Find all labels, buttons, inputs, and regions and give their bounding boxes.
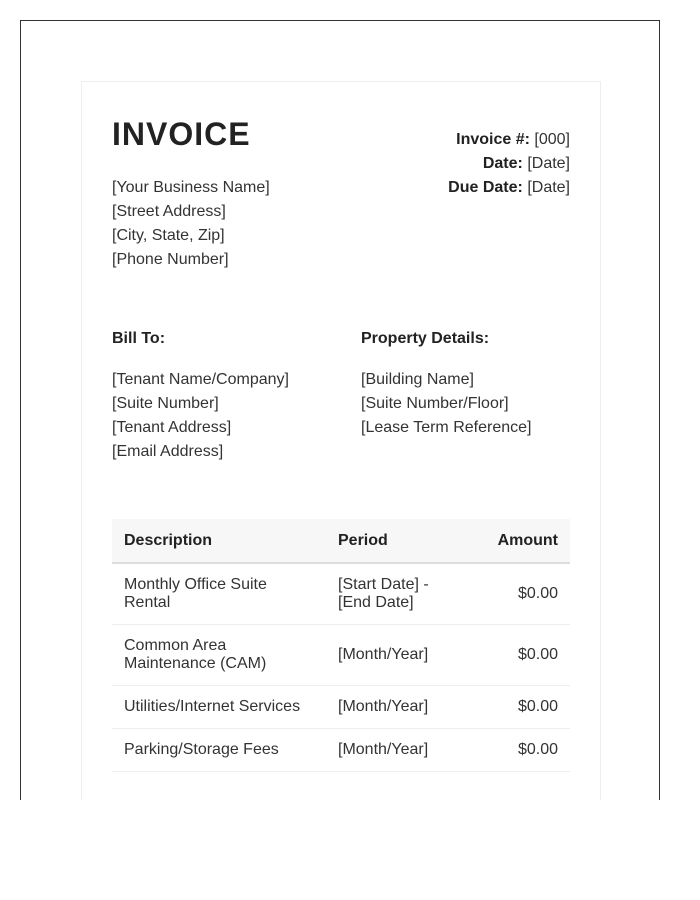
invoice-number-label: Invoice #: — [456, 131, 530, 148]
row-period: [Start Date] - [End Date] — [326, 563, 468, 625]
due-date-line — [448, 176, 570, 200]
row-amount: $0.00 — [468, 563, 570, 625]
business-name: [Your Business Name] — [112, 179, 270, 196]
tenant-name: [Tenant Name/Company] — [112, 371, 289, 388]
row-period: [Month/Year] — [326, 686, 468, 729]
table-row — [112, 563, 570, 625]
invoice-title: INVOICE — [112, 116, 251, 152]
invoice-number-line — [448, 128, 570, 152]
invoice-meta — [448, 128, 570, 200]
table-header-row — [112, 519, 570, 563]
tenant-suite: [Suite Number] — [112, 395, 219, 412]
amount-header: Amount — [468, 519, 570, 563]
row-description: Utilities/Internet Services — [112, 686, 326, 729]
table-row — [112, 686, 570, 729]
business-phone: [Phone Number] — [112, 251, 229, 268]
due-date-label: Due Date: — [448, 179, 523, 196]
suite-floor: [Suite Number/Floor] — [361, 395, 509, 412]
row-period: [Month/Year] — [326, 729, 468, 772]
invoice-number-value: [000] — [534, 131, 570, 148]
table-row — [112, 729, 570, 772]
row-description: Parking/Storage Fees — [112, 729, 326, 772]
row-period: [Month/Year] — [326, 625, 468, 686]
description-header: Description — [112, 519, 326, 563]
tenant-address: [Tenant Address] — [112, 419, 232, 436]
lease-term: [Lease Term Reference] — [361, 419, 532, 436]
invoice-date-line — [448, 152, 570, 176]
row-amount: $0.00 — [468, 729, 570, 772]
row-description: Monthly Office Suite Rental — [112, 563, 326, 625]
table-row — [112, 625, 570, 686]
row-amount: $0.00 — [468, 625, 570, 686]
bill-to-address — [112, 368, 289, 464]
invoice-date-label: Date: — [482, 155, 523, 172]
period-header: Period — [326, 519, 468, 563]
tenant-email: [Email Address] — [112, 443, 224, 460]
property-details — [361, 368, 531, 440]
property-details-heading: Property Details: — [361, 330, 490, 347]
line-items-table — [112, 519, 570, 772]
bill-to-heading: Bill To: — [112, 330, 166, 347]
row-description: Common Area Maintenance (CAM) — [112, 625, 326, 686]
invoice-date-value: [Date] — [527, 155, 570, 172]
business-address — [112, 176, 270, 272]
row-amount: $0.00 — [468, 686, 570, 729]
business-city: [City, State, Zip] — [112, 227, 225, 244]
due-date-value: [Date] — [527, 179, 570, 196]
building-name: [Building Name] — [361, 371, 474, 388]
business-street: [Street Address] — [112, 203, 226, 220]
